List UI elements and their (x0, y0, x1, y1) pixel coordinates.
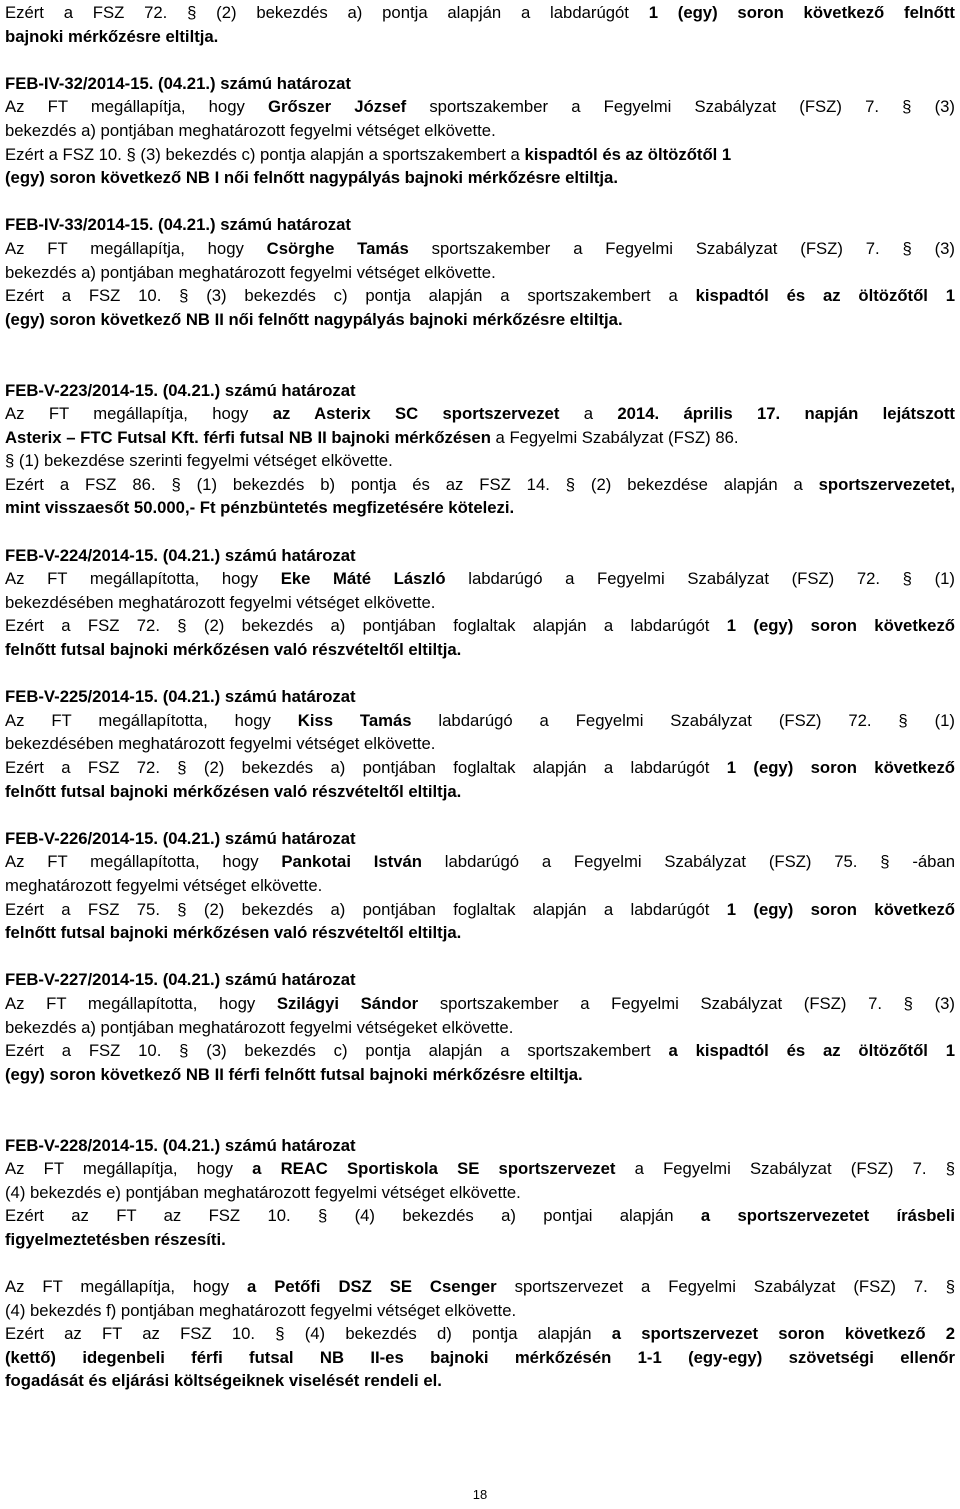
text-line (5, 1228, 955, 1252)
text-line (5, 25, 955, 49)
text-line (5, 496, 955, 520)
text-line (5, 685, 955, 709)
text-run: Az FT megállapította, hogy (5, 993, 277, 1013)
bold-text: 1 (egy) soron következő (726, 758, 955, 777)
bold-text: sportszervezetet, (818, 474, 955, 494)
bold-text: (kettő) idegenbeli férfi futsal NB II-es bajnoki mérkőzésén 1-1 (egy-egy) szövetségi ellenőr (5, 1347, 955, 1367)
bold-text: az Asterix SC sportszervezet (272, 404, 560, 424)
paragraph-gap (5, 803, 955, 827)
bold-text: felnőtt futsal bajnoki mérkőzésen való részvételtől eltiltja. (5, 781, 462, 801)
text-run: labdarúgó a Fegyelmi Szabályzat (FSZ) 72. § (1) (445, 569, 955, 589)
bold-text: 2014. április 17. napján (617, 404, 859, 424)
bold-text: mint visszaesőt 50.000,- Ft pénzbüntetés megfizetésére kötelezi. (5, 498, 515, 518)
text-run: Ezért az FT az FSZ 10. § (4) bekezdés a) pontjai alapján (5, 1206, 701, 1226)
bold-text: 1 (egy) soron következő (726, 899, 955, 919)
text-line (5, 1063, 955, 1087)
text-line (5, 1275, 955, 1299)
text-run: Ezért a FSZ 72. § (2) bekezdés a) pontjában foglaltak alapján a labdarúgót (5, 758, 727, 777)
text-line (5, 850, 955, 874)
paragraph-gap (5, 1251, 955, 1275)
bold-text: figyelmeztetésben részesíti. (5, 1229, 226, 1249)
text-run: sportszervezet a Fegyelmi Szabályzat (FSZ) 7. § (496, 1277, 955, 1297)
text-run: (2) bekezdés a) pontja alapján a labdarúgót (196, 3, 649, 22)
text-run: (4) bekezdés e) pontjában meghatározott fegyelmi vétséget elkövette. (5, 1182, 521, 1202)
text-run: Az FT megállapította, hogy (5, 569, 281, 589)
text-line (5, 473, 955, 497)
text-run: labdarúgó a Fegyelmi Szabályzat (FSZ) 75. § -ában (422, 852, 955, 872)
text-run: (4) bekezdés f) pontjában meghatározott fegyelmi vétséget elkövette. (5, 1300, 517, 1320)
text-line (5, 72, 955, 96)
bold-text: FEB-V-223/2014-15. (04.21.) számú határozat (5, 380, 356, 400)
bold-text: férfi futsal NB II bajnoki mérkőzésen (203, 427, 491, 447)
paragraph-gap (5, 520, 955, 544)
bold-text: Csörghe Tamás (266, 238, 409, 258)
text-run: Az FT megállapítja, hogy (5, 404, 273, 424)
text-run: Ezért a FSZ 72. (5, 3, 188, 22)
text-run: Az FT megállapítja, hogy (5, 1159, 253, 1179)
bold-text: (egy) soron következő NB II női felnőtt nagypályás bajnoki mérkőzésre eltiltja. (5, 309, 623, 329)
text-run: sportszakember a Fegyelmi Szabályzat (FSZ) 7. § (3) (408, 238, 955, 258)
text-line (5, 1322, 955, 1346)
bold-text: lejátszott (858, 404, 955, 424)
text-line (5, 143, 955, 167)
paragraph-gap (5, 190, 955, 214)
text-line (5, 544, 955, 568)
text-run: Ezért a FSZ 75. § (2) bekezdés a) pontjában foglaltak alapján a labdarúgót (5, 899, 727, 919)
bold-text: FEB-V-226/2014-15. (04.21.) számú határozat (5, 828, 356, 848)
text-line (5, 780, 955, 804)
text-line (5, 732, 955, 756)
text-run: a Fegyelmi Szabályzat (FSZ) 7. § (615, 1159, 955, 1179)
bold-text: Szilágyi Sándor (276, 993, 419, 1013)
text-line (5, 874, 955, 898)
text-line (5, 1134, 955, 1158)
text-line (5, 261, 955, 285)
bold-text: kispadtól és az öltözőtől 1 (524, 144, 732, 164)
bold-text: 1 (egy) soron következő felnőtt (648, 3, 955, 22)
bold-text: Eke Máté László (280, 569, 446, 589)
bold-text: fogadását és eljárási költségeiknek viselését rendeli el. (5, 1371, 442, 1391)
bold-text: FEB-V-228/2014-15. (04.21.) számú határozat (5, 1135, 356, 1155)
text-line (5, 1181, 955, 1205)
text-line (5, 992, 955, 1016)
text-run: Ezért a FSZ 10. § (3) bekezdés c) pontja alapján a sportszakembert a (5, 286, 696, 306)
text-line (5, 898, 955, 922)
text-line (5, 1346, 955, 1370)
text-run: Ezért a FSZ 72. § (2) bekezdés a) pontjában foglaltak alapján a labdarúgót (5, 616, 727, 636)
bold-text: kispadtól és az öltözőtől 1 (695, 286, 955, 306)
text-line (5, 1016, 955, 1040)
bold-text: Kiss Tamás (297, 710, 412, 730)
bold-text: Asterix – FTC Futsal Kft. (5, 427, 199, 447)
text-run: § (1) bekezdése szerinti fegyelmi vétséget elkövette. (5, 451, 393, 471)
text-line (5, 284, 955, 308)
bold-text: a Petőfi DSZ SE Csenger (247, 1277, 497, 1297)
bold-text: a sportszervezetet írásbeli (700, 1206, 955, 1226)
text-run: sportszakember a Fegyelmi Szabályzat (FSZ) 7. § (3) (418, 993, 955, 1013)
bold-text: felnőtt futsal bajnoki mérkőzésen való részvételtől eltiltja. (5, 923, 462, 943)
text-line (5, 1039, 955, 1063)
text-line (5, 426, 955, 450)
text-run: Az FT megállapítja, hogy (5, 97, 268, 117)
text-line (5, 1204, 955, 1228)
text-line (5, 119, 955, 143)
text-run: Ezért a FSZ 10. § (3) bekezdés c) pontja alapján a sportszakembert (5, 1041, 669, 1061)
bold-text: FEB-V-224/2014-15. (04.21.) számú határozat (5, 545, 356, 565)
text-line (5, 827, 955, 851)
text-run: Az FT megállapítja, hogy (5, 1277, 247, 1297)
text-line (5, 1, 955, 25)
text-run: Az FT megállapította, hogy (5, 710, 298, 730)
bold-text: bajnoki mérkőzésre eltiltja. (5, 26, 219, 46)
text-run: Ezért az FT az FSZ 10. § (4) bekezdés d) pontja alapján (5, 1324, 612, 1344)
text-line (5, 756, 955, 780)
text-run: bekezdés a) pontjában meghatározott fegyelmi vétséget elkövette. (5, 120, 496, 140)
paragraph-gap (5, 48, 955, 72)
text-run: a Fegyelmi Szabályzat (FSZ) 86. (490, 427, 739, 447)
text-run: Ezért a FSZ 86. § (1) bekezdés b) pontja és az FSZ 14. § (2) bekezdése alapján a (5, 474, 819, 494)
text-run: a (559, 404, 618, 424)
text-run: sportszakember a Fegyelmi Szabályzat (FSZ) 7. § (3) (406, 97, 955, 117)
bold-text: (egy) soron következő NB I női felnőtt nagypályás bajnoki mérkőzésre eltiltja. (5, 168, 618, 188)
bold-text: FEB-V-225/2014-15. (04.21.) számú határozat (5, 687, 356, 707)
bold-text: FEB-V-227/2014-15. (04.21.) számú határozat (5, 970, 356, 990)
bold-text: a REAC Sportiskola SE sportszervezet (252, 1159, 616, 1179)
bold-text: Grőszer József (268, 97, 407, 117)
bold-text: FEB-IV-33/2014-15. (04.21.) számú határozat (5, 215, 351, 235)
text-run: bekezdés a) pontjában meghatározott fegyelmi vétségeket elkövette. (5, 1017, 514, 1037)
bold-text: (egy) soron következő NB II férfi felnőtt futsal bajnoki mérkőzésre eltiltja. (5, 1064, 583, 1084)
bold-text: a kispadtól és az öltözőtől 1 (668, 1041, 955, 1061)
text-run: meghatározott fegyelmi vétséget elkövette. (5, 875, 323, 895)
text-line (5, 638, 955, 662)
text-line (5, 921, 955, 945)
text-line (5, 1157, 955, 1181)
paragraph-gap (5, 662, 955, 686)
text-run: labdarúgó a Fegyelmi Szabályzat (FSZ) 72. § (1) (411, 710, 955, 730)
text-line (5, 1369, 955, 1393)
text-run: Az FT megállapítja, hogy (5, 238, 267, 258)
bold-text: a sportszervezet soron következő 2 (611, 1324, 955, 1344)
text-line (5, 709, 955, 733)
bold-text: Pankotai István (281, 852, 422, 872)
bold-text: FEB-IV-32/2014-15. (04.21.) számú határozat (5, 73, 351, 93)
text-line (5, 1299, 955, 1323)
text-run: Az FT megállapította, hogy (5, 852, 282, 872)
text-line (5, 308, 955, 332)
bold-text: 1 (egy) soron következő (726, 616, 955, 636)
document-body (5, 1, 955, 1393)
text-run: bekezdésében meghatározott fegyelmi vétséget elkövette. (5, 734, 436, 754)
text-run: bekezdésében meghatározott fegyelmi vétséget elkövette. (5, 592, 436, 612)
paragraph-gap (5, 1086, 955, 1133)
text-line (5, 591, 955, 615)
page-number: 18 (472, 1487, 488, 1502)
text-line (5, 567, 955, 591)
paragraph-gap (5, 945, 955, 969)
text-line (5, 213, 955, 237)
bold-text: felnőtt futsal bajnoki mérkőzésen való részvételtől eltiltja. (5, 640, 462, 660)
text-run: Ezért a FSZ 10. § (3) bekezdés c) pontja alapján a sportszakembert a (5, 144, 525, 164)
text-line (5, 402, 955, 426)
text-line (5, 95, 955, 119)
text-line (5, 614, 955, 638)
text-line (5, 379, 955, 403)
text-run: § (187, 3, 197, 22)
text-line (5, 968, 955, 992)
text-run: bekezdés a) pontjában meghatározott fegyelmi vétséget elkövette. (5, 262, 496, 282)
paragraph-gap (5, 331, 955, 378)
text-line (5, 166, 955, 190)
text-line (5, 449, 955, 473)
text-line (5, 237, 955, 261)
